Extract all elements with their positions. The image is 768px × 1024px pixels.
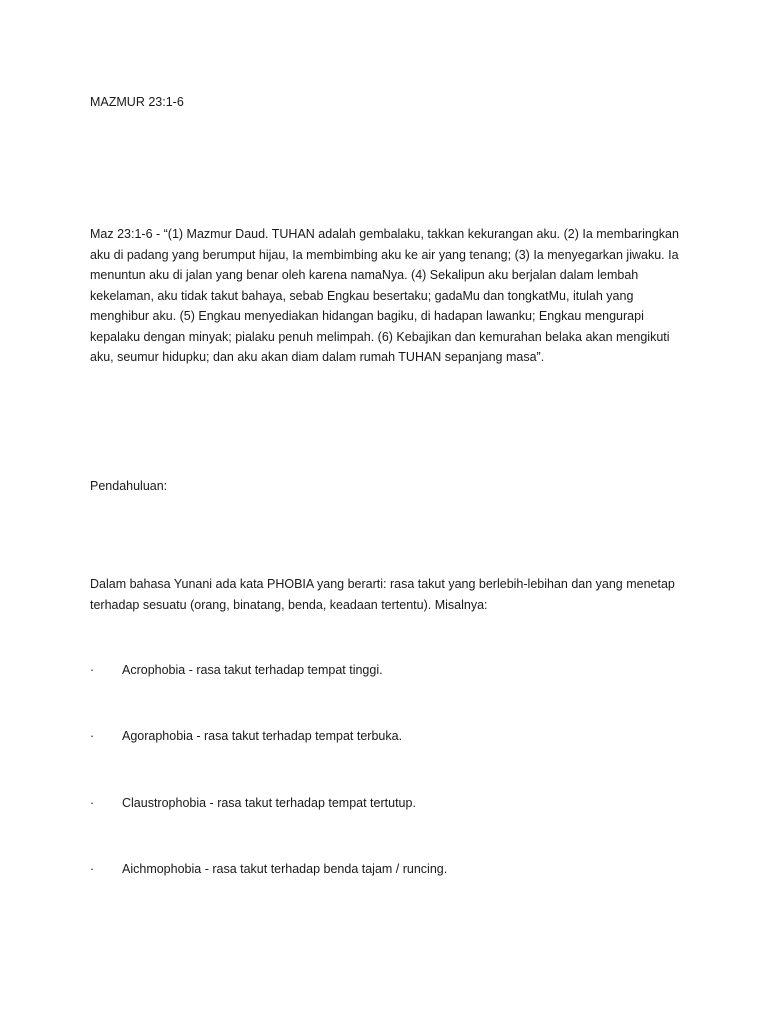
intro-paragraph: Dalam bahasa Yunani ada kata PHOBIA yang berarti: rasa takut yang berlebih-lebihan dan yang menetap terhadap sesuatu (orang, binatang, benda, keadaan tertentu). Misalnya: bbox=[90, 577, 675, 612]
section-heading: Pendahuluan: bbox=[90, 479, 168, 493]
list-item-text: Acrophobia - rasa takut terhadap tempat tinggi. bbox=[122, 663, 383, 677]
list-item-text: Agoraphobia - rasa takut terhadap tempat terbuka. bbox=[122, 729, 403, 743]
list-item-text: Aichmophobia - rasa takut terhadap benda tajam / runcing. bbox=[122, 862, 448, 876]
verse-paragraph: Maz 23:1-6 - “(1) Mazmur Daud. TUHAN adalah gembalaku, takkan kekurangan aku. (2) Ia membaringkan aku di padang yang berumput hijau, Ia membimbing aku ke air yang tenang; (3) Ia menyegarkan jiwaku. Ia menuntun aku di jalan yang benar oleh karena namaNya. (4) Sekalipun aku berjalan dalam lembah kekelaman, aku tidak takut bahaya, sebab Engkau besertaku; gadaMu dan tongkatMu, itulah yang menghibur aku. (5) Engkau menyediakan hidangan bagiku, di hadapan lawanku; Engkau mengurapi kepalaku dengan minyak; pialaku penuh melimpah. (6) Kebajikan dan kemurahan belaka akan mengikuti aku, seumur hidupku; dan aku akan diam dalam rumah TUHAN sepanjang masa”. bbox=[90, 227, 679, 364]
bullet-icon: · bbox=[90, 862, 95, 876]
bullet-icon: · bbox=[90, 663, 95, 677]
bullet-icon: · bbox=[90, 729, 95, 743]
document-title: MAZMUR 23:1-6 bbox=[90, 95, 184, 109]
bullet-icon: · bbox=[90, 796, 95, 810]
list-item-text: Claustrophobia - rasa takut terhadap tempat tertutup. bbox=[122, 796, 416, 810]
